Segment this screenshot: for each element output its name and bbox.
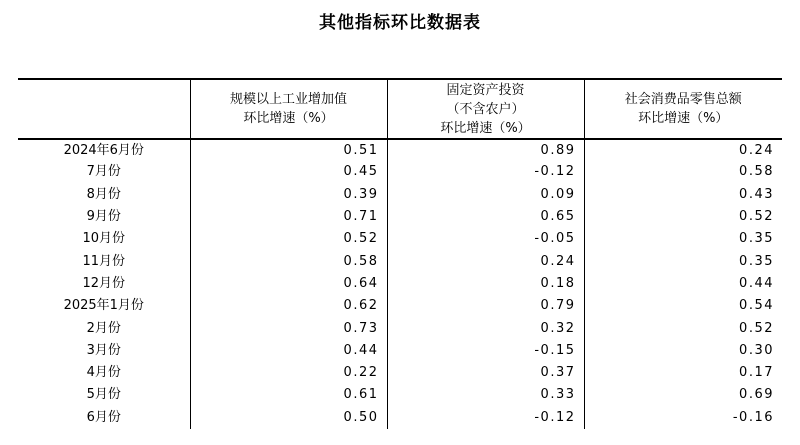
cell-retail: 0.52 xyxy=(584,206,782,228)
table-row xyxy=(18,295,782,317)
cell-retail: 0.35 xyxy=(584,250,782,272)
cell-retail: 0.52 xyxy=(584,317,782,339)
table-row xyxy=(18,184,782,206)
cell-industry: 0.64 xyxy=(190,273,387,295)
cell-period: 2024年6月份 xyxy=(63,142,144,158)
cell-industry: 0.39 xyxy=(190,184,387,206)
cell-retail: 0.54 xyxy=(584,295,782,317)
cell-period: 4月份 xyxy=(86,365,121,381)
cell-period: 2025年1月份 xyxy=(63,298,144,314)
cell-investment: 0.33 xyxy=(387,384,584,406)
cell-investment: 0.89 xyxy=(387,139,584,161)
header-line: 环比增速（%） xyxy=(440,120,531,136)
table-row xyxy=(18,407,782,429)
cell-retail: 0.35 xyxy=(584,228,782,250)
table-body xyxy=(18,139,782,429)
header-line: 环比增速（%） xyxy=(243,111,334,126)
cell-retail: 0.30 xyxy=(584,340,782,362)
header-line: （不含农户） xyxy=(446,101,525,117)
cell-investment: 0.79 xyxy=(387,295,584,317)
cell-industry: 0.61 xyxy=(190,384,387,406)
cell-retail: 0.43 xyxy=(584,184,782,206)
cell-retail: 0.58 xyxy=(584,161,782,183)
cell-retail: -0.16 xyxy=(584,407,782,429)
table-row xyxy=(18,250,782,272)
cell-industry: 0.52 xyxy=(190,228,387,250)
table-row xyxy=(18,228,782,250)
cell-period: 9月份 xyxy=(86,209,121,225)
cell-industry: 0.62 xyxy=(190,295,387,317)
table-row xyxy=(18,161,782,183)
cell-investment: -0.15 xyxy=(387,340,584,362)
cell-period: 8月份 xyxy=(86,186,121,202)
table-row xyxy=(18,139,782,161)
table-row xyxy=(18,384,782,406)
header-period xyxy=(18,79,190,139)
cell-period: 12月份 xyxy=(82,275,126,291)
table-row xyxy=(18,362,782,384)
cell-investment: 0.65 xyxy=(387,206,584,228)
header-line: 环比增速（%） xyxy=(638,111,729,126)
cell-investment: 0.24 xyxy=(387,250,584,272)
cell-period: 5月份 xyxy=(86,387,121,403)
cell-industry: 0.71 xyxy=(190,206,387,228)
table-row xyxy=(18,273,782,295)
cell-investment: 0.37 xyxy=(387,362,584,384)
cell-investment: 0.18 xyxy=(387,273,584,295)
table-row xyxy=(18,206,782,228)
cell-period: 2月份 xyxy=(86,320,121,336)
cell-investment: -0.05 xyxy=(387,228,584,250)
cell-industry: 0.51 xyxy=(190,139,387,161)
cell-retail: 0.44 xyxy=(584,273,782,295)
page-title: 其他指标环比数据表 xyxy=(319,13,481,33)
header-row xyxy=(18,79,782,139)
header-line: 社会消费品零售总额 xyxy=(624,92,742,107)
cell-industry: 0.58 xyxy=(190,250,387,272)
cell-period: 10月份 xyxy=(82,231,126,247)
cell-industry: 0.45 xyxy=(190,161,387,183)
cell-retail: 0.24 xyxy=(584,139,782,161)
cell-period: 3月份 xyxy=(86,342,121,358)
cell-industry: 0.50 xyxy=(190,407,387,429)
table-row xyxy=(18,317,782,339)
cell-industry: 0.73 xyxy=(190,317,387,339)
cell-industry: 0.44 xyxy=(190,340,387,362)
header-industry xyxy=(190,79,387,139)
header-line: 固定资产投资 xyxy=(446,82,525,98)
cell-investment: 0.09 xyxy=(387,184,584,206)
header-investment xyxy=(387,79,584,139)
cell-industry: 0.22 xyxy=(190,362,387,384)
data-table xyxy=(18,78,782,429)
cell-retail: 0.69 xyxy=(584,384,782,406)
cell-period: 6月份 xyxy=(86,409,121,425)
table-row xyxy=(18,340,782,362)
header-retail xyxy=(584,79,782,139)
cell-retail: 0.17 xyxy=(584,362,782,384)
cell-investment: -0.12 xyxy=(387,161,584,183)
header-line: 规模以上工业增加值 xyxy=(229,92,347,107)
cell-investment: -0.12 xyxy=(387,407,584,429)
cell-period: 11月份 xyxy=(82,253,126,269)
cell-period: 7月份 xyxy=(86,164,121,180)
cell-investment: 0.32 xyxy=(387,317,584,339)
